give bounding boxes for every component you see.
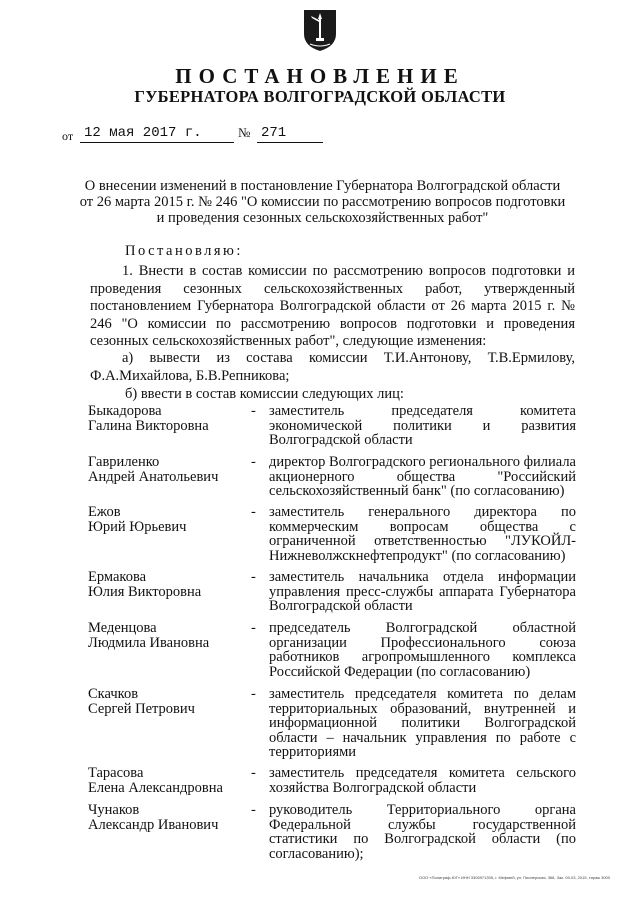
- member-dash: -: [251, 620, 256, 636]
- member-dash: -: [251, 454, 256, 470]
- member-position: заместитель генерального директора по коммерческим вопросам общества с ограниченной ответственностью "ЛУКОЙЛ-Нижневолжскнефтепродукт" (по согласованию): [269, 504, 576, 564]
- member-surname: Меденцова: [88, 620, 157, 636]
- member-given-name: Юрий Юрьевич: [88, 518, 187, 535]
- member-name: [88, 404, 238, 433]
- member-dash: -: [251, 569, 256, 585]
- member-surname: Чунаков: [88, 802, 140, 818]
- member-dash: -: [251, 686, 256, 702]
- document-subtitle: ГУБЕРНАТОРА ВОЛГОГРАДСКОЙ ОБЛАСТИ: [134, 87, 506, 106]
- member-position: заместитель председателя комитета экономической политики и развития Волгоградской области: [269, 403, 576, 448]
- member-name: [88, 803, 238, 832]
- document-subject: [70, 178, 575, 226]
- member-surname: Ежов: [88, 504, 121, 520]
- print-imprint: ООО «Полиграф-ЮГ» ИНН 3305971305, г. Мефмей, ул. Пионерская, 368, Зак. 09-03, 2015, тираж 3000: [418, 875, 610, 880]
- subject-line: от 26 марта 2015 г. № 246 "О комиссии по рассмотрению вопросов подготовки: [79, 194, 566, 210]
- member-name: [88, 570, 238, 599]
- member-given-name: Людмила Ивановна: [88, 634, 210, 651]
- date-prefix: от: [62, 129, 74, 143]
- member-position: заместитель начальника отдела информации управления пресс-службы аппарата Губернатора Волгоградской области: [269, 569, 576, 614]
- member-surname: Ермакова: [88, 569, 147, 585]
- member-surname: Гавриленко: [88, 454, 160, 470]
- member-name: [88, 455, 238, 484]
- subject-line: и проведения сезонных сельскохозяйственных работ": [156, 210, 489, 226]
- member-name: [88, 621, 238, 650]
- member-name: [88, 687, 238, 716]
- member-given-name: Сергей Петрович: [88, 700, 195, 717]
- member-given-name: Александр Иванович: [88, 816, 219, 833]
- volgograd-coat-of-arms-icon: [302, 8, 338, 52]
- member-dash: -: [251, 504, 256, 520]
- subject-line: О внесении изменений в постановление Губернатора Волгоградской области: [84, 178, 561, 194]
- member-given-name: Галина Викторовна: [88, 417, 209, 434]
- member-name: [88, 505, 238, 534]
- member-position: руководитель Территориального органа Федеральной службы государственной статистики по Волгоградской области (по согласованию);: [269, 802, 576, 862]
- member-dash: -: [251, 403, 256, 419]
- member-position: председатель Волгоградской областной организации Профессионального союза работников агропромышленного комплекса Российской Федерации (по согласованию): [269, 620, 576, 680]
- member-position: заместитель председателя комитета сельского хозяйства Волгоградской области: [269, 765, 576, 796]
- member-given-name: Елена Александровна: [88, 779, 223, 796]
- item-b: б) ввести в состав комиссии следующих лиц:: [125, 386, 404, 402]
- paragraph-1: 1. Внести в состав комиссии по рассмотрению вопросов подготовки и проведения сезонных сельскохозяйственных работ, утвержденный постановлением Губернатора Волгоградской области от 26 марта 2015 г. № 246 "О комиссии по рассмотрению вопросов подготовки и проведения сезонных сельскохозяйственных работ", следующие изменения:: [90, 263, 575, 349]
- member-surname: Скачков: [88, 686, 139, 702]
- member-surname: Тарасова: [88, 765, 144, 781]
- member-name: [88, 766, 238, 795]
- number-sign: №: [238, 125, 251, 140]
- resolve-heading: Постановляю:: [125, 243, 243, 259]
- item-a: а) вывести из состава комиссии Т.И.Антонову, Т.В.Ермилову, Ф.А.Михайлова, Б.В.Репникова;: [90, 350, 575, 384]
- document-number: 271: [257, 125, 323, 143]
- member-given-name: Андрей Анатольевич: [88, 468, 219, 485]
- document-date: 12 мая 2017 г.: [80, 125, 234, 143]
- member-position: директор Волгоградского регионального филиала акционерного общества "Российский сельскохозяйственный банк" (по согласованию): [269, 454, 576, 499]
- member-given-name: Юлия Викторовна: [88, 583, 202, 600]
- document-title: ПОСТАНОВЛЕНИЕ: [175, 64, 465, 88]
- member-surname: Быкадорова: [88, 403, 162, 419]
- member-position: заместитель председателя комитета по делам территориальных образований, внутренней и информационной политики Волгоградской области – начальник управления по работе с территориями: [269, 686, 576, 760]
- member-dash: -: [251, 765, 256, 781]
- member-dash: -: [251, 802, 256, 818]
